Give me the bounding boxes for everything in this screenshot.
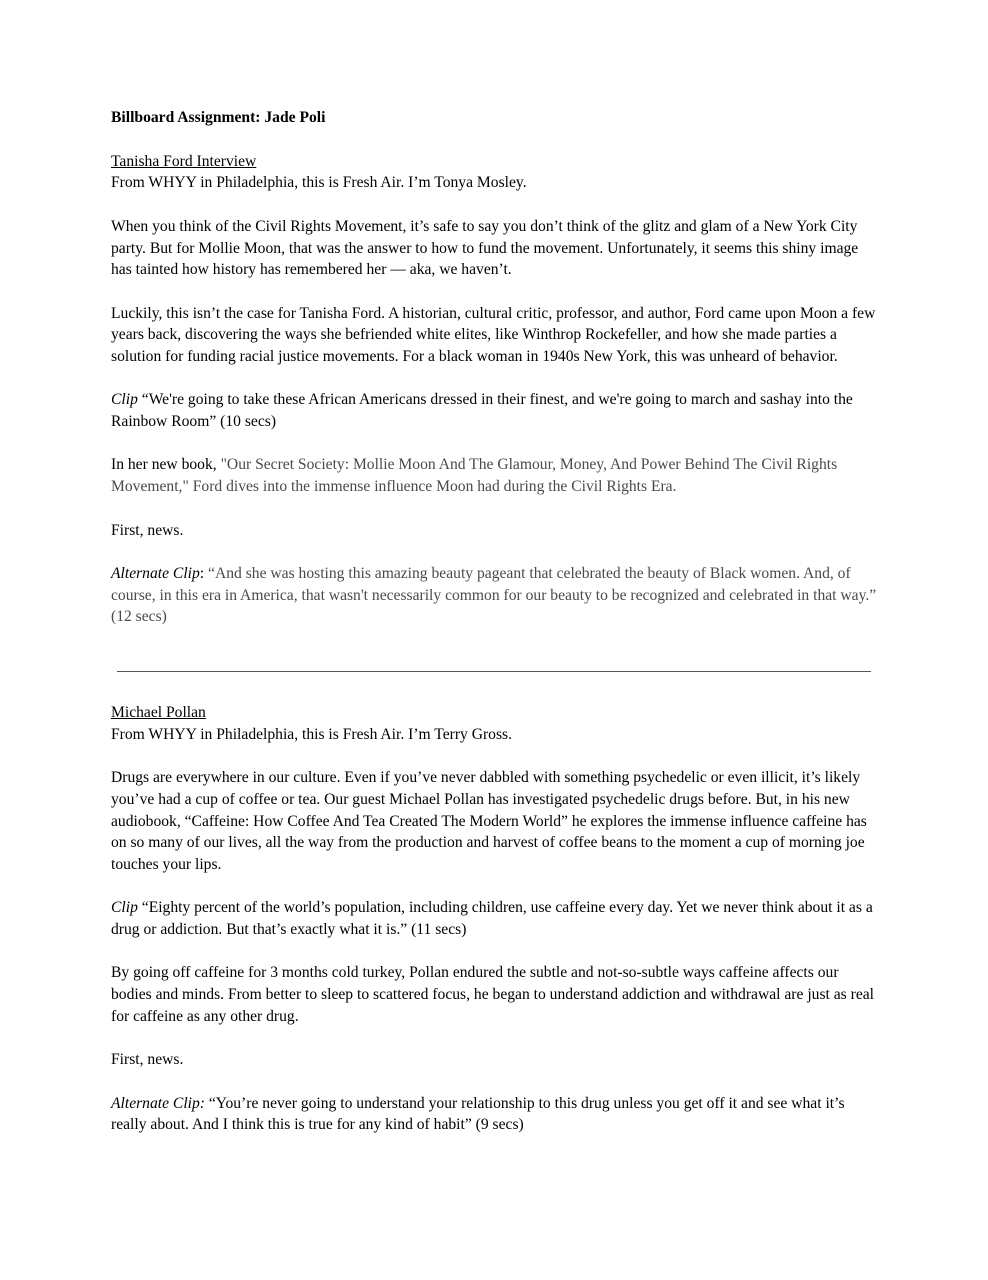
clip-label: Clip bbox=[111, 899, 138, 917]
section-tanisha-ford bbox=[111, 151, 877, 628]
intro-line: From WHYY in Philadelphia, this is Fresh Air. I’m Terry Gross. bbox=[111, 725, 513, 743]
alternate-clip-colon: : bbox=[199, 564, 209, 582]
paragraph: Luckily, this isn’t the case for Tanisha Ford. A historian, cultural critic, professor, and author, Ford came upon Moon a few years back, discovering the ways she befriended white elites, like Winthrop Rockefeller, and how she made parties a solution for funding racial justice movements. For a black woman in 1940s New York, this was unheard of behavior. bbox=[111, 304, 876, 365]
book-paragraph bbox=[111, 454, 877, 497]
clip-label: Clip bbox=[111, 391, 138, 409]
clip-paragraph bbox=[111, 897, 877, 940]
section-heading: Tanisha Ford Interview bbox=[111, 152, 257, 170]
section-heading: Michael Pollan bbox=[111, 704, 206, 722]
clip-paragraph bbox=[111, 389, 877, 432]
alternate-clip-quote: “You’re never going to understand your relationship to this drug unless you get off it and see what it’s really about. And I think this is true for any kind of habit” (9 secs) bbox=[111, 1094, 845, 1134]
section-divider bbox=[117, 671, 871, 672]
paragraph: Drugs are everywhere in our culture. Even if you’ve never dabbled with something psychedelic or even illicit, it’s likely you’ve had a cup of coffee or tea. Our guest Michael Pollan has investigated psychedelic drugs before. But, in his new audiobook, “Caffeine: How Coffee And Tea Created The Modern World” he explores the immense influence caffeine has on so many of our lives, all the way from the production and harvest of coffee beans to the moment a cup of morning joe touches your lips. bbox=[111, 769, 867, 873]
section-michael-pollan bbox=[111, 702, 877, 1136]
clip-quote: “Eighty percent of the world’s population, including children, use caffeine every day. Yet we never think about it as a drug or addiction. But that’s exactly what it is.” (11 secs) bbox=[111, 899, 873, 939]
alternate-clip-paragraph bbox=[111, 563, 877, 628]
alternate-clip-paragraph bbox=[111, 1093, 877, 1136]
alternate-clip-quote: “And she was hosting this amazing beauty pageant that celebrated the beauty of Black women. And, of course, in this era in America, that wasn't necessarily common for our beauty to be recognized and celebrated in that way.” (12 secs) bbox=[111, 564, 877, 626]
clip-quote: “We're going to take these African Americans dressed in their finest, and we're going to march and sashay into the Rainbow Room” (10 secs) bbox=[111, 391, 853, 431]
paragraph: By going off caffeine for 3 months cold turkey, Pollan endured the subtle and not-so-subtle ways caffeine affects our bodies and minds. From better to sleep to scattered focus, he began to understand addiction and withdrawal are just as real for caffeine as any other drug. bbox=[111, 964, 875, 1025]
document-title: Billboard Assignment: Jade Poli bbox=[111, 109, 326, 126]
news-line: First, news. bbox=[111, 1051, 184, 1069]
alternate-clip-label: Alternate Clip bbox=[111, 564, 200, 582]
paragraph: When you think of the Civil Rights Movement, it’s safe to say you don’t think of the glitz and glam of a New York City party. But for Mollie Moon, that was the answer to how to fund the movement. Unfortunately, it seems this shiny image has tainted how history has remembered her — aka, we haven’t. bbox=[111, 217, 859, 279]
news-line: First, news. bbox=[111, 521, 184, 539]
document-page bbox=[111, 107, 877, 1136]
book-lead: In her new book, bbox=[111, 456, 221, 474]
book-description: "Our Secret Society: Mollie Moon And The Glamour, Money, And Power Behind The Civil Rights Movement," Ford dives into the immense influence Moon had during the Civil Rights Era. bbox=[111, 456, 838, 496]
intro-line: From WHYY in Philadelphia, this is Fresh Air. I’m Tonya Mosley. bbox=[111, 174, 527, 192]
alternate-clip-label: Alternate Clip: bbox=[111, 1094, 205, 1112]
